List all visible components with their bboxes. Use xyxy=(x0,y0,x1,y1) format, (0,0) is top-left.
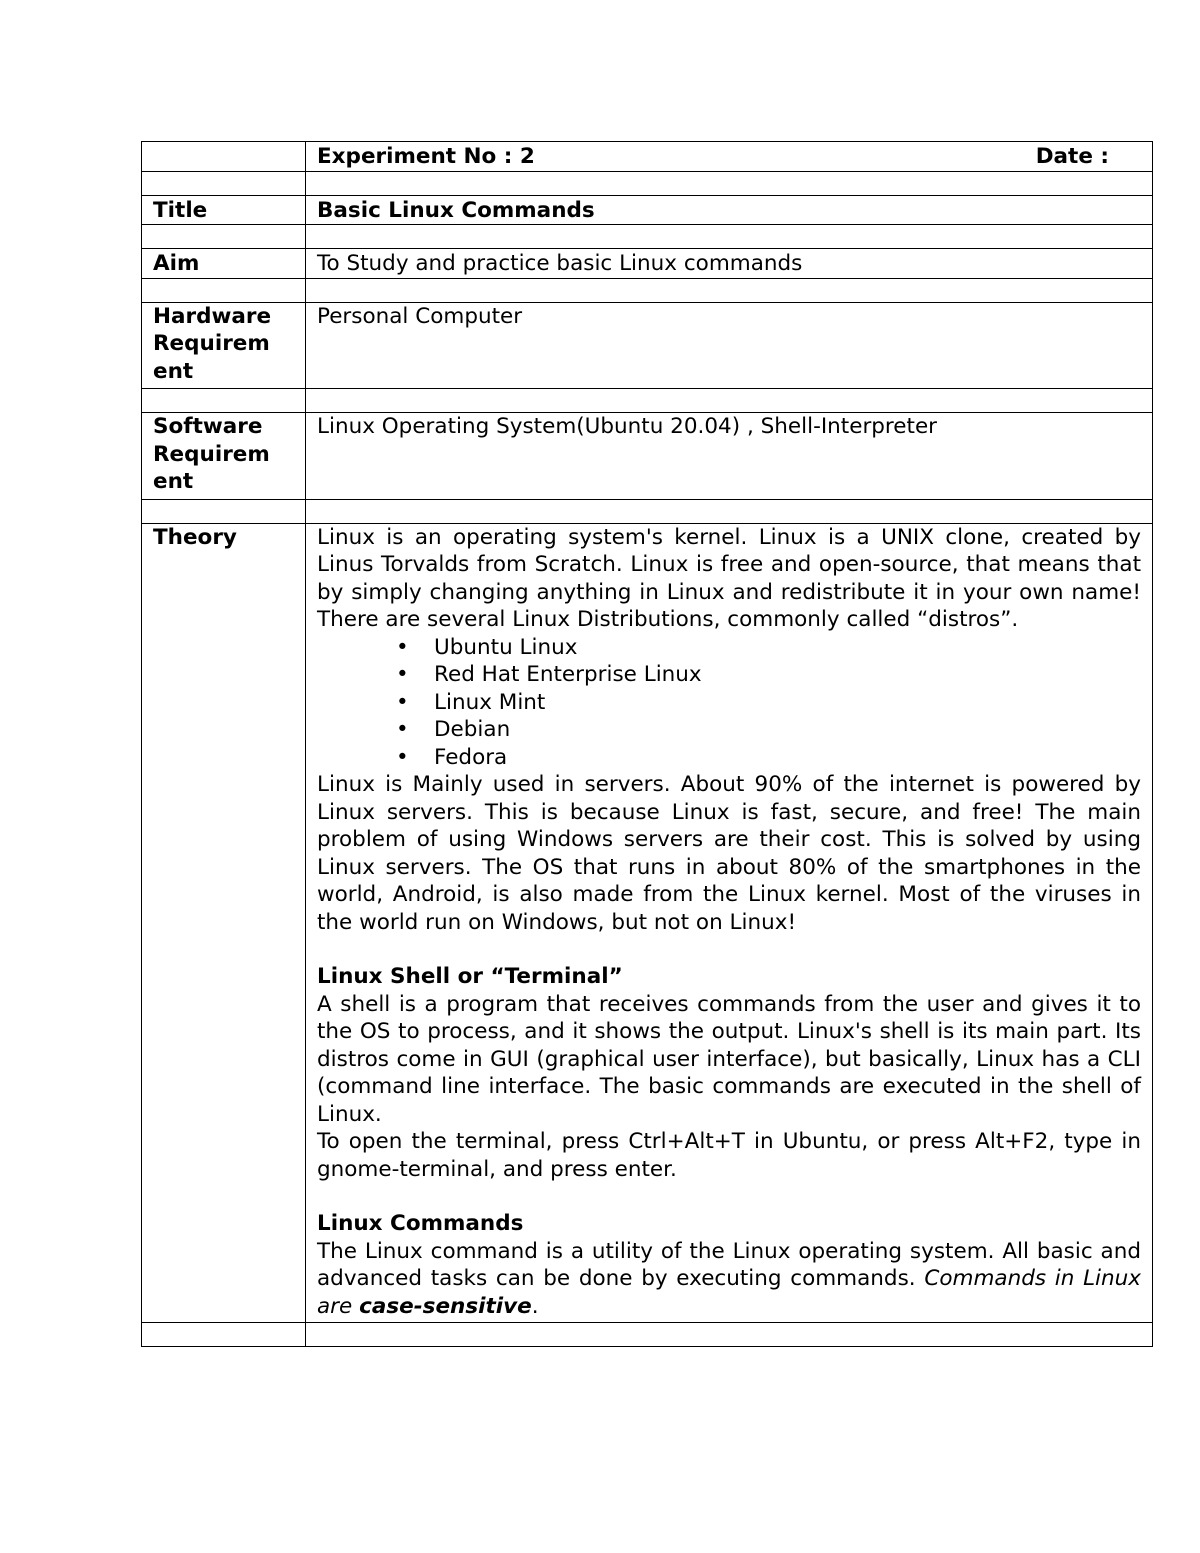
software-row xyxy=(142,413,1153,500)
commands-heading: Linux Commands xyxy=(317,1211,524,1236)
hardware-label-line: Requirem xyxy=(153,331,270,356)
distro-name: Fedora xyxy=(434,744,508,770)
bullet-icon: • xyxy=(396,662,409,687)
spacer-row xyxy=(142,499,1153,523)
spacer-row xyxy=(142,389,1153,413)
bullet-icon: • xyxy=(396,717,409,742)
aim-label: Aim xyxy=(142,249,306,279)
header-row xyxy=(142,142,1153,172)
commands-plain: The Linux command is a utility of the Linux operating system. All basic and advanced tasks can be done by executing commands. xyxy=(317,1238,1141,1291)
hardware-label-line: Hardware xyxy=(153,303,272,329)
hardware-value: Personal Computer xyxy=(306,302,1153,389)
commands-italic: Commands in Linux are xyxy=(317,1266,1141,1319)
header-label-cell xyxy=(142,142,306,172)
title-label: Title xyxy=(142,195,306,225)
software-label xyxy=(142,413,306,500)
shell-heading: Linux Shell or “Terminal” xyxy=(317,964,623,989)
title-row xyxy=(142,195,1153,225)
date-label: Date : xyxy=(1035,144,1109,169)
commands-end: . xyxy=(531,1293,539,1319)
bullet-icon: • xyxy=(396,744,409,770)
aim-row xyxy=(142,249,1153,279)
distro-name: Ubuntu Linux xyxy=(434,634,578,660)
theory-intro: Linux is an operating system's kernel. Linux is a UNIX clone, created by Linus Torvalds from Scratch. Linux is free and open-source, that means that by simply changing anything in Linux and redistribute it in your own name! There are several Linux Distributions, commonly called “distros”. xyxy=(317,524,1141,632)
bullet-icon: • xyxy=(396,689,409,715)
list-item xyxy=(396,634,1141,662)
experiment-table xyxy=(141,141,1153,1347)
distro-name: Red Hat Enterprise Linux xyxy=(434,662,702,687)
spacer-row xyxy=(142,171,1153,195)
spacer-row xyxy=(142,225,1153,249)
list-item xyxy=(396,744,1141,772)
distro-name: Debian xyxy=(434,717,511,742)
experiment-number: Experiment No : 2 xyxy=(317,144,535,169)
software-value: Linux Operating System(Ubuntu 20.04) , Shell-Interpreter xyxy=(306,413,1153,500)
list-item xyxy=(396,661,1141,689)
shell-text: A shell is a program that receives commands from the user and gives it to the OS to process, and it shows the output. Linux's shell is its main part. Its distros come in GUI (graphical user interface), but basically, Linux has a CLI (command line interface. The basic commands are executed in the shell of Linux. xyxy=(317,991,1141,1127)
aim-value: To Study and practice basic Linux commands xyxy=(306,249,1153,279)
spacer-row xyxy=(142,1323,1153,1347)
hardware-label xyxy=(142,302,306,389)
paragraph-gap xyxy=(317,936,1141,963)
list-item xyxy=(396,689,1141,717)
distro-name: Linux Mint xyxy=(434,689,546,715)
hardware-label-line: ent xyxy=(153,358,194,384)
commands-text xyxy=(317,1238,1141,1321)
theory-row xyxy=(142,523,1153,1323)
theory-content xyxy=(306,523,1153,1323)
theory-servers: Linux is Mainly used in servers. About 90% of the internet is powered by Linux servers. This is because Linux is fast, secure, and free! The main problem of using Windows servers are their cost. This is solved by using Linux servers. The OS that runs in about 80% of the smartphones in the world, Android, is also made from the Linux kernel. Most of the viruses in the world run on Windows, but not on Linux! xyxy=(317,772,1141,935)
header-value-cell xyxy=(306,142,1153,172)
terminal-text: To open the terminal, press Ctrl+Alt+T in Ubuntu, or press Alt+F2, type in gnome-terminal, and press enter. xyxy=(317,1129,1141,1182)
case-sensitive-emphasis: case-sensitive xyxy=(359,1293,532,1319)
software-label-line: Software xyxy=(153,414,263,439)
spacer-row xyxy=(142,278,1153,302)
software-label-line: Requirem xyxy=(153,441,270,467)
theory-label: Theory xyxy=(142,523,306,1323)
hardware-row xyxy=(142,302,1153,389)
list-item xyxy=(396,716,1141,744)
paragraph-gap xyxy=(317,1183,1141,1210)
software-label-line: ent xyxy=(153,469,194,494)
title-value: Basic Linux Commands xyxy=(306,195,1153,225)
distro-list xyxy=(317,634,1141,772)
bullet-icon: • xyxy=(396,634,409,660)
